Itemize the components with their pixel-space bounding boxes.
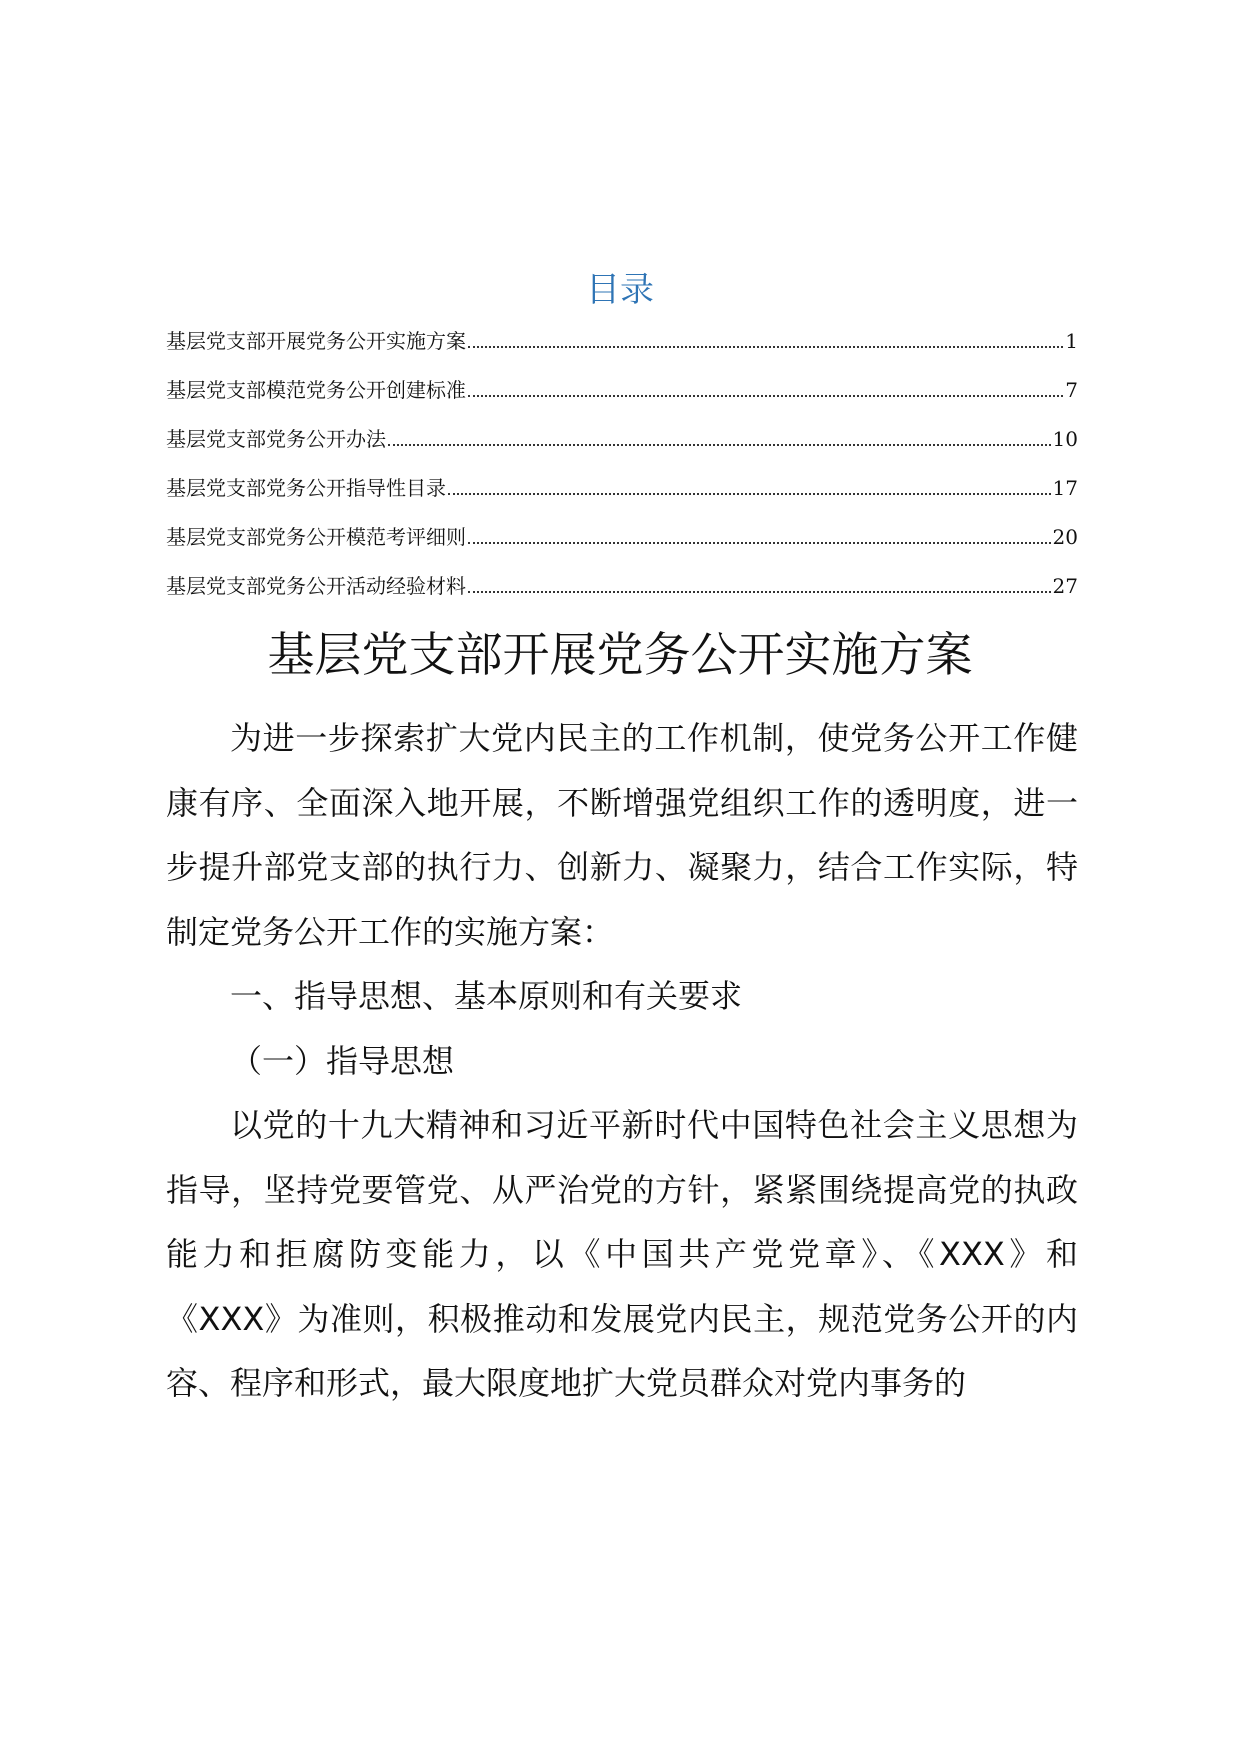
- toc-entry-page: 17: [1052, 476, 1078, 500]
- document-body: [166, 706, 1078, 1416]
- toc-title: 目录: [586, 270, 654, 310]
- toc-entry-page: 27: [1052, 574, 1078, 598]
- toc-entry-page: 10: [1052, 427, 1078, 451]
- toc-dot-leader: [468, 590, 1051, 593]
- subsection-heading: （一）指导思想: [230, 1041, 455, 1080]
- toc-entry-page: 7: [1065, 378, 1078, 402]
- toc-dot-leader: [468, 541, 1051, 544]
- toc-entry[interactable]: [166, 571, 1078, 620]
- body-paragraph: 以党的十九大精神和习近平新时代中国特色社会主义思想为指导，坚持党要管党、从严治党的方针，紧紧围绕提高党的执政能力和拒腐防变能力，以《中国共产党党章》、《XXX》和《XXX》为准则，积极推动和发展党内民主，规范党务公开的内容、程序和形式，最大限度地扩大党员群众对党内事务的: [166, 1106, 1078, 1402]
- toc-entry-text: 基层党支部党务公开办法: [166, 427, 386, 451]
- document-title: 基层党支部开展党务公开实施方案: [267, 628, 973, 683]
- toc-dot-leader: [388, 443, 1051, 446]
- table-of-contents: [166, 326, 1078, 620]
- toc-entry[interactable]: [166, 473, 1078, 522]
- toc-dot-leader: [468, 345, 1063, 348]
- toc-dot-leader: [448, 492, 1051, 495]
- toc-entry[interactable]: [166, 424, 1078, 473]
- toc-entry[interactable]: [166, 326, 1078, 375]
- toc-entry[interactable]: [166, 522, 1078, 571]
- intro-paragraph: 为进一步探索扩大党内民主的工作机制，使党务公开工作健康有序、全面深入地开展，不断增强党组织工作的透明度，进一步提升部党支部的执行力、创新力、凝聚力，结合工作实际，特制定党务公开工作的实施方案：: [166, 719, 1078, 951]
- toc-entry-text: 基层党支部党务公开活动经验材料: [166, 574, 466, 598]
- toc-entry-page: 1: [1065, 329, 1078, 353]
- section-heading: 一、指导思想、基本原则和有关要求: [230, 977, 743, 1015]
- toc-entry[interactable]: [166, 375, 1078, 424]
- toc-dot-leader: [468, 394, 1063, 397]
- toc-entry-text: 基层党支部党务公开指导性目录: [166, 476, 446, 500]
- toc-entry-page: 20: [1052, 525, 1078, 549]
- toc-entry-text: 基层党支部党务公开模范考评细则: [166, 525, 466, 549]
- toc-entry-text: 基层党支部模范党务公开创建标准: [166, 378, 466, 402]
- toc-entry-text: 基层党支部开展党务公开实施方案: [166, 329, 466, 353]
